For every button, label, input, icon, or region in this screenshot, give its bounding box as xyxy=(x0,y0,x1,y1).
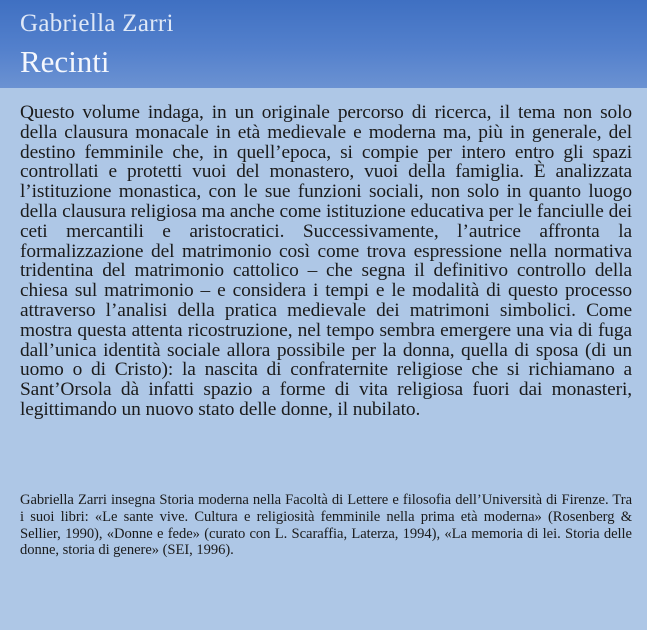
header-band xyxy=(0,0,647,88)
author-name: Gabriella Zarri xyxy=(20,10,174,37)
author-bio: Gabriella Zarri insegna Storia moderna nella Facoltà di Lettere e filosofia dell’Università di Firenze. Tra i suoi libri: «Le sante vive. Cultura e religiosità femminile nella prima età moderna» (Rosenberg & Sellier, 1990), «Donne e fede» (curato con L. Scaraffia, Laterza, 1994), «La memoria di lei. Storia delle donne, storia di genere» (SEI, 1996). xyxy=(20,492,632,559)
blurb-paragraph: Questo volume indaga, in un originale percorso di ricerca, il tema non solo della clausura monacale in età medievale e moderna ma, più in generale, del destino femminile che, in quell’epoca, si compie per intero entro gli spazi controllati e protetti vuoi del monastero, vuoi della famiglia. È analizzata l’istituzione monastica, con le sue funzioni sociali, non solo in quanto luogo della clausura religiosa ma anche come istituzione educativa per le fanciulle dei ceti mercantili e aristocratici. Successivamente, l’autrice affronta la formalizzazione del matrimonio così come trova espressione nella normativa tridentina del matrimonio cattolico – che segna il definitivo controllo della chiesa sul matrimonio – e considera i tempi e le modalità di questo processo attraverso l’analisi della pratica medievale dei matrimoni simbolici. Come mostra questa attenta ricostruzione, nel tempo sembra emergere una via di fuga dall’unica identità sociale allora possibile per la donna, quella di sposa (di un uomo o di Cristo): la nascita di confraternite religiose che si richiamano a Sant’Orsola dà infatti spazio a forme di vita religiosa fuori dai monasteri, legittimando un nuovo stato delle donne, il nubilato. xyxy=(20,102,632,420)
book-title: Recinti xyxy=(20,44,110,79)
